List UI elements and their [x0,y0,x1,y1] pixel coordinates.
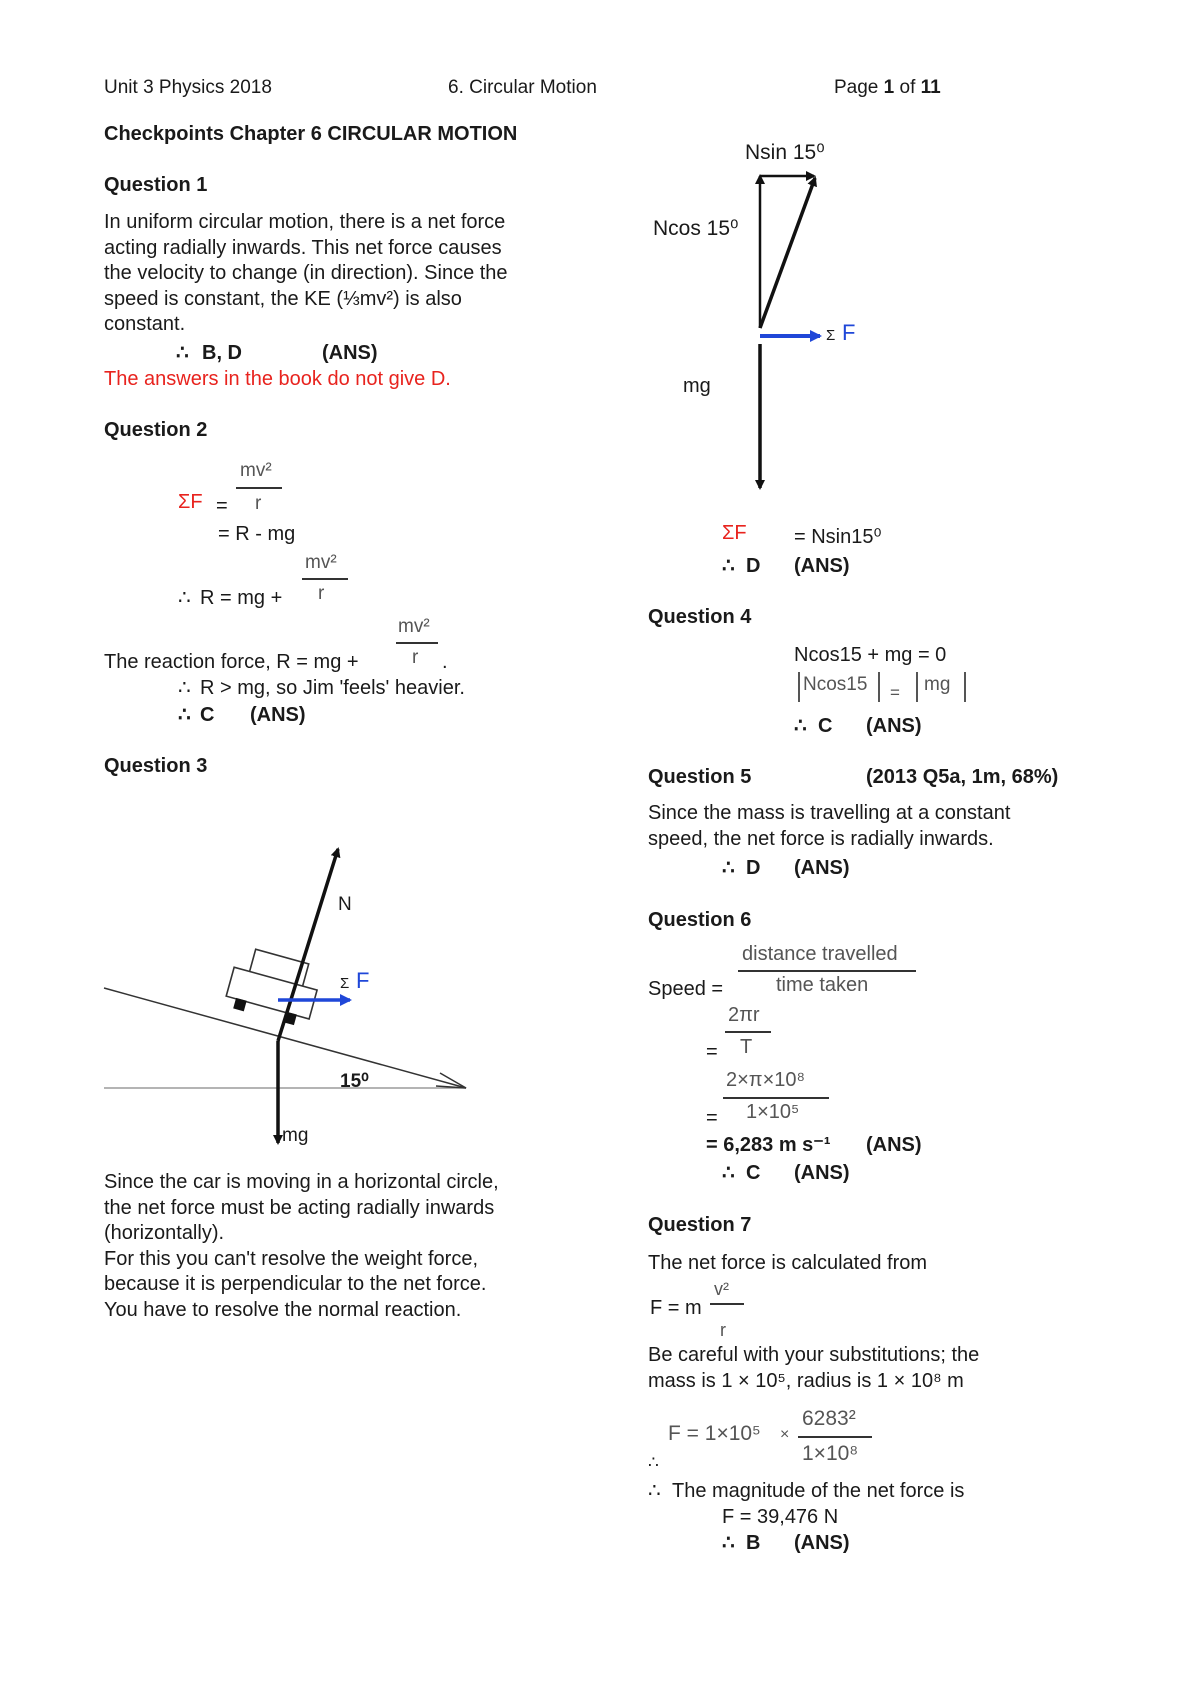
q6-eq-2: = [706,1107,718,1129]
q7-heading: Question 7 [648,1214,752,1236]
q2-line2: = R - mg [218,523,296,545]
q6-frac3-rule [723,1097,829,1099]
q6-therefore: ∴ [722,1162,735,1184]
header-left: Unit 3 Physics 2018 [104,77,272,98]
q3-line: Since the car is moving in a horizontal circle, [104,1171,499,1193]
q6-frac2-den: T [740,1036,753,1058]
q2-therefore-2: ∴ [178,677,191,699]
q7-calc-num: 6283² [802,1407,856,1430]
q1-line: acting radially inwards. This net force causes [104,236,502,259]
q2-sigma-f: ΣF [178,491,203,513]
q4-abs-bar [964,672,966,702]
q7-calc-times: × [780,1426,790,1443]
q4-abs-bar [798,672,800,702]
q2-line3: R = mg + [200,587,283,609]
q7-formula-lhs: F = m [650,1297,702,1319]
q6-ans-tag: (ANS) [794,1162,850,1184]
page-number: 1 [883,77,895,98]
q2-frac2-num: mv² [305,552,337,573]
q6-eq: = [706,1041,718,1063]
q2-therefore-3: ∴ [178,704,191,726]
q2-therefore: ∴ [178,587,191,609]
q6-result: = 6,283 m s⁻¹ [706,1134,831,1156]
q1-line: the velocity to change (in direction). Since the [104,262,508,284]
q5-line: speed, the net force is radially inwards. [648,827,994,850]
q4-eq1: Ncos15 + mg = 0 [794,644,947,666]
q2-compare: R > mg, so Jim 'feels' heavier. [200,677,465,699]
label-sigma-car: Σ [340,975,350,992]
q3-line: (horizontally). [104,1222,225,1244]
q4-ans-tag: (ANS) [866,715,922,737]
q4-abs-left: Ncos15 [803,674,868,695]
q3-result-answer: D [746,555,761,577]
q1-note: The answers in the book do not give D. [104,368,451,390]
q7-calc-rule [798,1436,872,1438]
q7-intro: The net force is calculated from [648,1252,928,1274]
q2-answer: C [200,704,215,726]
q4-heading: Question 4 [648,606,752,628]
q6-frac3-den: 1×10⁵ [746,1101,800,1123]
q7-calc-lhs: F = 1×10⁵ [668,1422,761,1445]
q3-result-therefore: ∴ [722,555,735,577]
q4-abs-right: mg [924,674,951,695]
q7-therefore-small: ∴ [648,1453,659,1472]
car-icon [224,945,324,1029]
q7-calc-den: 1×10⁸ [802,1442,859,1465]
q5-ans-tag: (ANS) [794,857,850,879]
label-ncos: Ncos 15⁰ [653,217,739,240]
q6-frac2-rule [725,1031,771,1033]
page-total: 11 [920,77,941,98]
q7-formula-num: v² [714,1279,729,1299]
q7-therefore-2: ∴ [722,1532,735,1554]
q4-answer: C [818,715,833,737]
page-title: Checkpoints Chapter 6 CIRCULAR MOTION [104,123,518,145]
q6-frac1-rule [738,970,916,972]
q3-line: For this you can't resolve the weight force, [104,1247,478,1270]
q2-heading: Question 2 [104,419,208,441]
normal-vector-arrow [760,178,815,328]
q2-reaction-tail: . [442,651,448,673]
q7-line-a: Be careful with your substitutions; the [648,1344,980,1366]
q4-abs-bar [916,672,918,702]
q2-ans-tag: (ANS) [250,704,306,726]
page-prefix: Page [834,77,884,98]
label-f-vec: F [842,320,856,345]
q5-source: (2013 Q5a, 1m, 68%) [866,766,1059,788]
label-nsin: Nsin 15⁰ [745,141,825,164]
q4-abs-eq: = [890,683,900,702]
q7-formula-den: r [720,1320,726,1340]
label-n: N [338,894,352,915]
q7-magnitude-text: The magnitude of the net force is [672,1480,965,1502]
q3-line: the net force must be acting radially inwards [104,1196,495,1219]
q1-ans-tag: (ANS) [322,342,378,364]
q4-abs-bar [878,672,880,702]
q7-answer: B [746,1532,761,1554]
q7-ans-tag: (ANS) [794,1532,850,1554]
q7-result: F = 39,476 N [722,1506,839,1528]
q6-speed-label: Speed = [648,978,724,1000]
q2-frac1-den: r [255,493,262,514]
q6-heading: Question 6 [648,909,752,931]
q7-therefore: ∴ [648,1480,661,1502]
q6-answer: C [746,1162,761,1184]
header-center: 6. Circular Motion [448,77,597,98]
q3-result-ans-tag: (ANS) [794,555,850,577]
q5-line: Since the mass is travelling at a constant [648,802,1011,824]
label-sigma-vec: Σ [826,327,836,344]
q2-eq: = [216,495,228,517]
q5-answer: D [746,857,761,879]
q2-reaction-text: The reaction force, R = mg + [104,651,359,673]
label-mg-car: mg [282,1125,309,1146]
q2-frac2-den: r [318,583,325,604]
q6-result-tag: (ANS) [866,1134,922,1156]
q1-line: speed is constant, the KE (⅓mv²) is also [104,287,462,310]
q5-heading: Question 5 [648,766,752,788]
q1-answer: B, D [202,342,242,364]
q6-frac1-den: time taken [776,974,869,996]
q1-therefore: ∴ [176,342,189,364]
q2-frac3-den: r [412,647,419,668]
q5-body [648,801,1148,852]
q2-frac3-num: mv² [398,616,430,637]
q5-therefore: ∴ [722,857,735,879]
q6-frac2-num: 2πr [728,1004,760,1026]
q1-heading: Question 1 [104,174,208,196]
q3-line: because it is perpendicular to the net force. [104,1273,487,1295]
q3-result-sigma-f: ΣF [722,522,747,544]
label-mg-vec: mg [683,375,711,397]
q3-heading: Question 3 [104,755,208,777]
q4-therefore: ∴ [794,715,807,737]
page-of: of [894,77,921,98]
q7-line-b: mass is 1 × 10⁵, radius is 1 × 10⁸ m [648,1370,964,1392]
q3-result-eq: = Nsin15⁰ [794,526,882,548]
q2-frac1-num: mv² [240,460,272,481]
q3-body [104,1170,604,1323]
q6-frac3-num: 2×π×10⁸ [726,1069,805,1091]
q6-frac1-num: distance travelled [742,943,898,965]
label-f-car: F [356,968,370,993]
label-angle: 15⁰ [340,1071,369,1092]
q1-line: In uniform circular motion, there is a net force [104,211,506,233]
q1-line: constant. [104,313,186,335]
q3-line: You have to resolve the normal reaction. [104,1298,462,1321]
q7-formula-rule [710,1303,744,1305]
